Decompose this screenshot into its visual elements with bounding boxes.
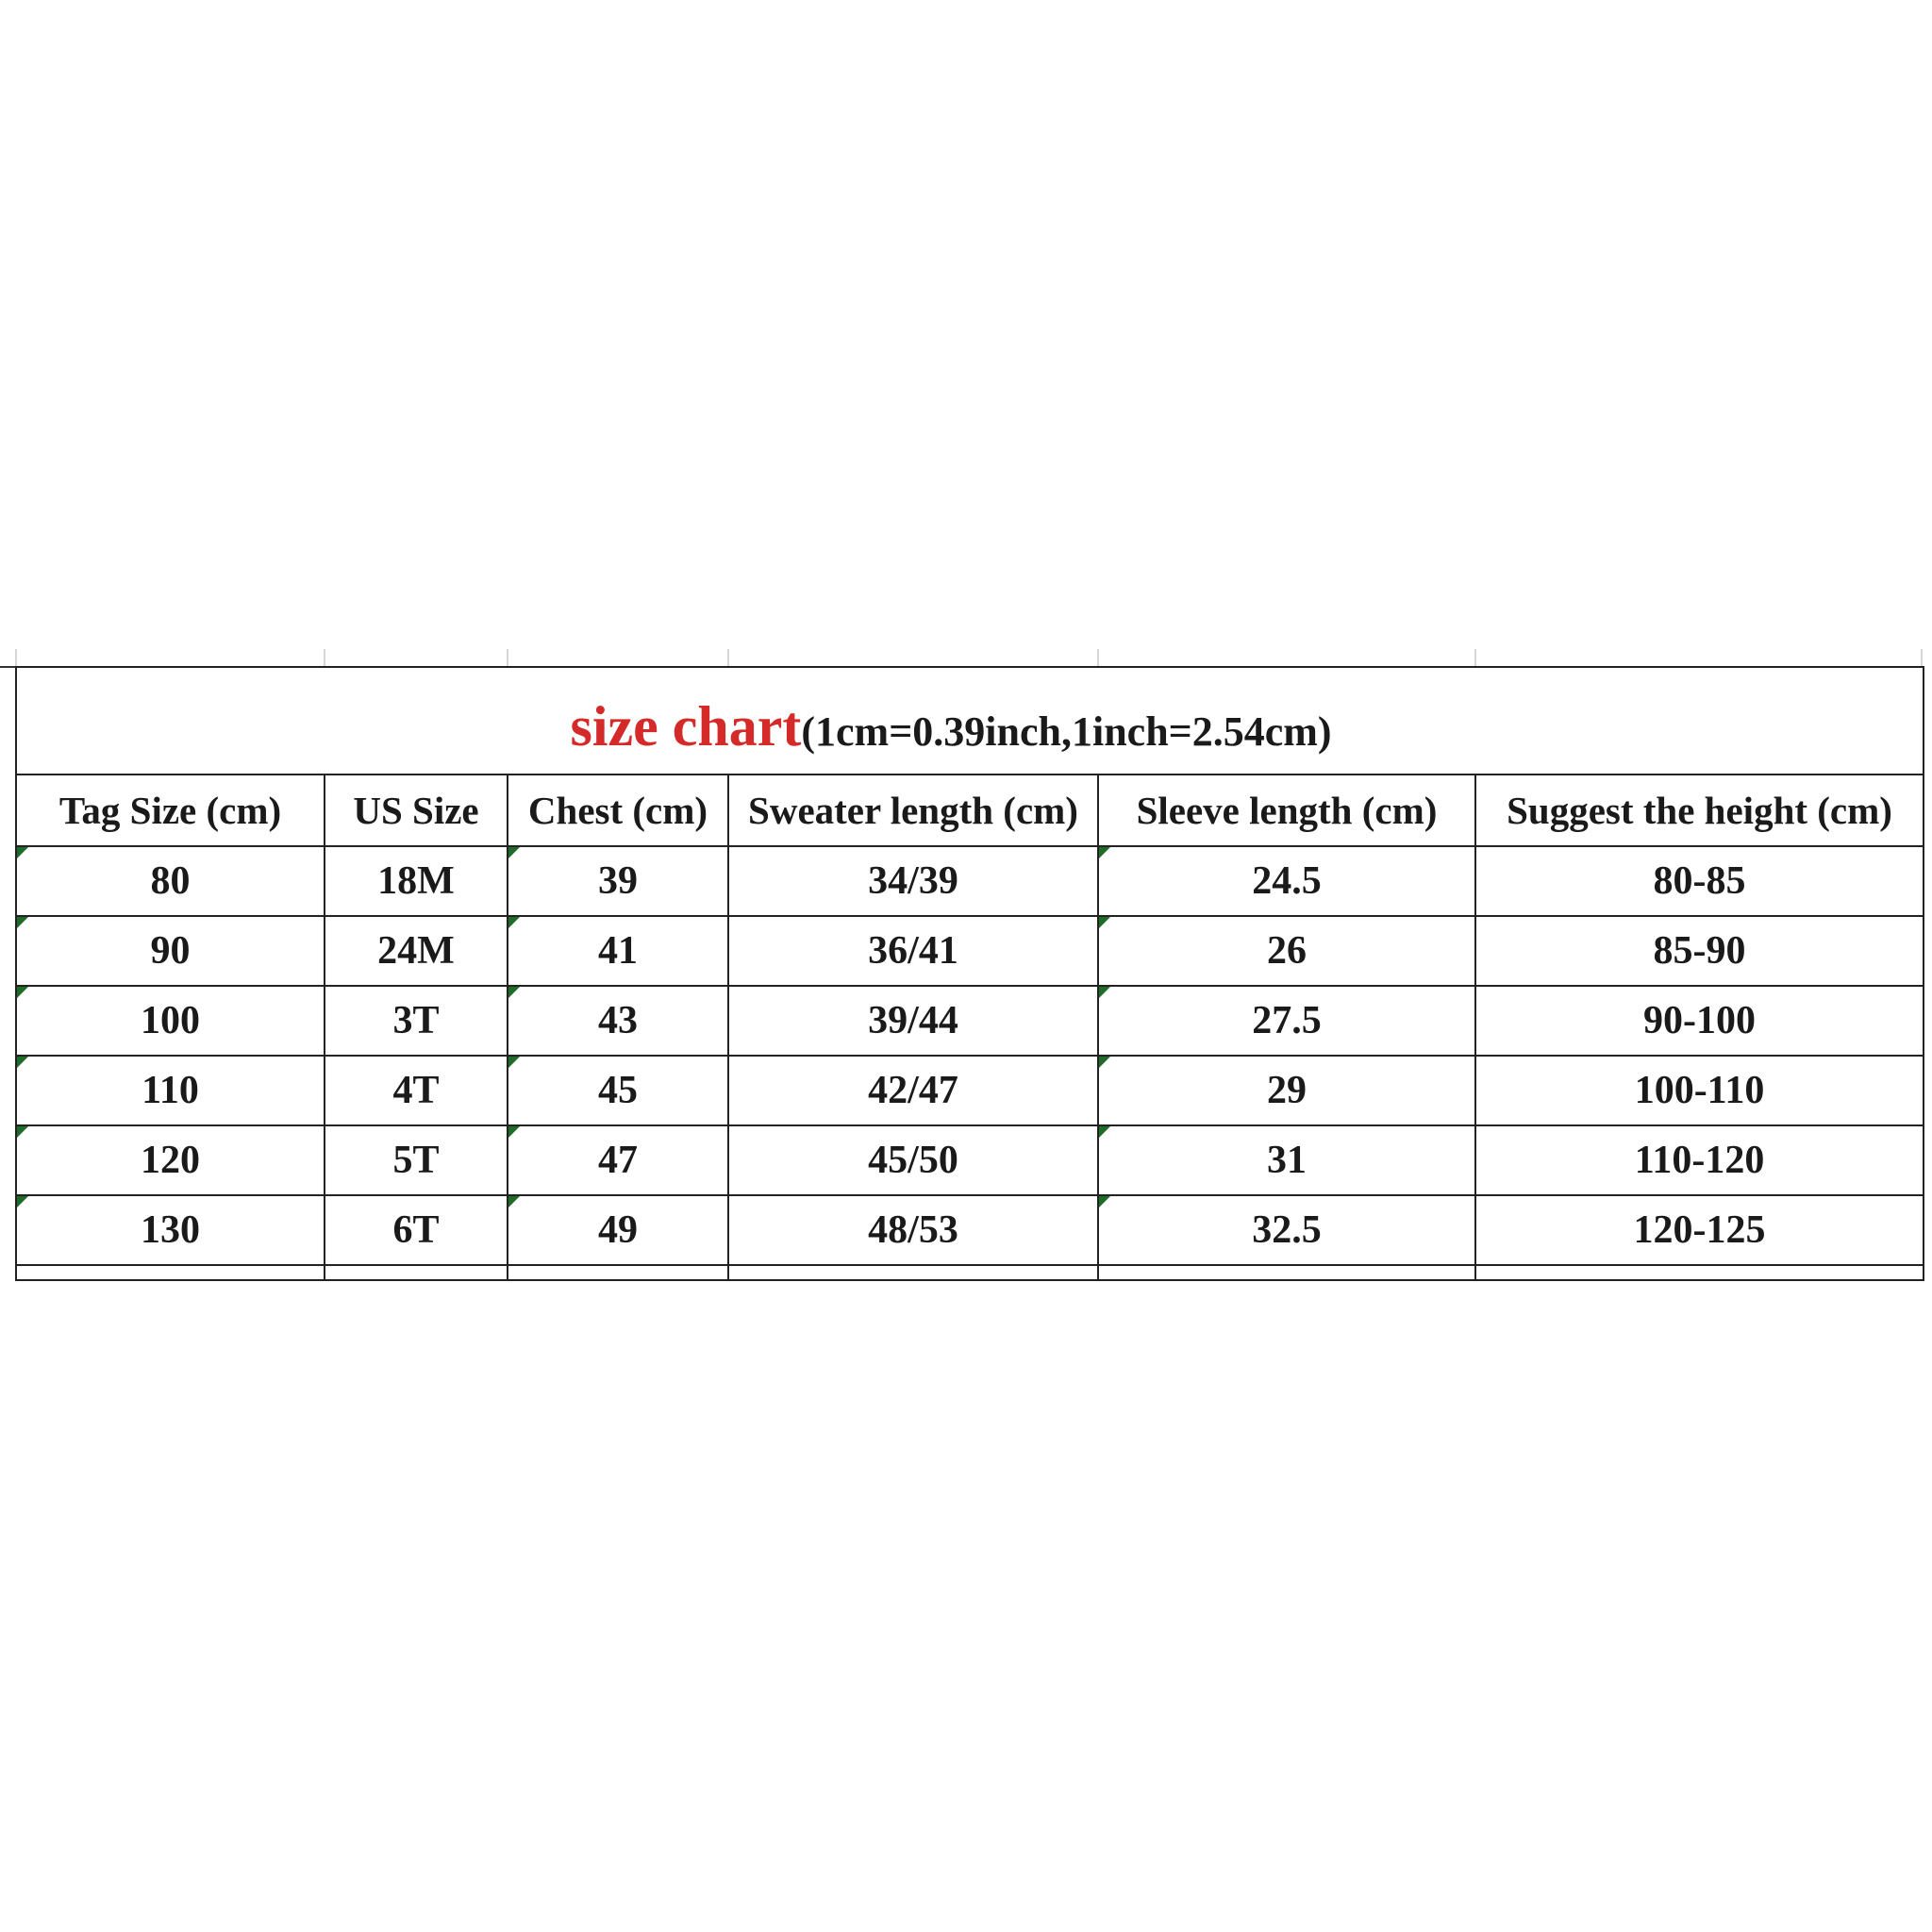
- cell-suggest-height: 110-120: [1475, 1125, 1924, 1195]
- cell-tag-size: 80: [16, 846, 325, 916]
- gridline: [324, 649, 325, 666]
- gridline: [1921, 649, 1923, 666]
- table-row: [16, 1125, 1924, 1195]
- header-sweater-length: Sweater length (cm): [728, 774, 1098, 846]
- cell-suggest-height: 120-125: [1475, 1195, 1924, 1265]
- cell-tag-size: 130: [16, 1195, 325, 1265]
- cell-suggest-height: 90-100: [1475, 986, 1924, 1056]
- cell-sleeve-length: 31: [1098, 1125, 1475, 1195]
- cell-suggest-height: 80-85: [1475, 846, 1924, 916]
- cell-sweater-length: 34/39: [728, 846, 1098, 916]
- cell-tag-size: 90: [16, 916, 325, 986]
- cell-us-size: 5T: [325, 1125, 508, 1195]
- cell-sleeve-length: 27.5: [1098, 986, 1475, 1056]
- header-us-size: US Size: [325, 774, 508, 846]
- gridline: [15, 649, 17, 666]
- header-suggest-height: Suggest the height (cm): [1475, 774, 1924, 846]
- empty-cell: [16, 1265, 325, 1280]
- cell-sleeve-length: 32.5: [1098, 1195, 1475, 1265]
- chart-title: [570, 694, 1331, 759]
- table-row: [16, 1056, 1924, 1125]
- table-row: [16, 986, 1924, 1056]
- cell-suggest-height: 85-90: [1475, 916, 1924, 986]
- spreadsheet-gridline-remnants: [15, 649, 1921, 666]
- empty-cell: [325, 1265, 508, 1280]
- header-chest: Chest (cm): [508, 774, 728, 846]
- title-row: [16, 667, 1924, 774]
- cell-sweater-length: 48/53: [728, 1195, 1098, 1265]
- gridline: [507, 649, 508, 666]
- cell-tag-size: 100: [16, 986, 325, 1056]
- empty-cell: [1098, 1265, 1475, 1280]
- cell-us-size: 24M: [325, 916, 508, 986]
- cell-us-size: 4T: [325, 1056, 508, 1125]
- cell-sleeve-length: 29: [1098, 1056, 1475, 1125]
- cell-sleeve-length: 24.5: [1098, 846, 1475, 916]
- empty-cell: [728, 1265, 1098, 1280]
- header-tag-size: Tag Size (cm): [16, 774, 325, 846]
- header-sleeve-length: Sleeve length (cm): [1098, 774, 1475, 846]
- cell-chest: 45: [508, 1056, 728, 1125]
- empty-cell: [508, 1265, 728, 1280]
- gridline: [1097, 649, 1099, 666]
- cell-us-size: 18M: [325, 846, 508, 916]
- cell-us-size: 6T: [325, 1195, 508, 1265]
- table-row: [16, 846, 1924, 916]
- title-cell: [16, 667, 1924, 774]
- cell-sweater-length: 36/41: [728, 916, 1098, 986]
- cell-chest: 47: [508, 1125, 728, 1195]
- cell-sleeve-length: 26: [1098, 916, 1475, 986]
- gridline: [1474, 649, 1476, 666]
- empty-cell: [1475, 1265, 1924, 1280]
- cell-sweater-length: 39/44: [728, 986, 1098, 1056]
- row-divider-tick: [0, 666, 15, 668]
- cell-chest: 49: [508, 1195, 728, 1265]
- gridline: [727, 649, 729, 666]
- size-chart-table: [15, 666, 1924, 1281]
- table-row: [16, 916, 1924, 986]
- cell-sweater-length: 42/47: [728, 1056, 1098, 1125]
- header-row: [16, 774, 1924, 846]
- cell-chest: 39: [508, 846, 728, 916]
- cell-tag-size: 120: [16, 1125, 325, 1195]
- cell-chest: 41: [508, 916, 728, 986]
- table-row: [16, 1195, 1924, 1265]
- title-conversion-note: (1cm=0.39inch,1inch=2.54cm): [801, 708, 1332, 755]
- title-main: size chart: [570, 694, 802, 758]
- cell-suggest-height: 100-110: [1475, 1056, 1924, 1125]
- cell-us-size: 3T: [325, 986, 508, 1056]
- cell-sweater-length: 45/50: [728, 1125, 1098, 1195]
- cut-off-row: [16, 1265, 1924, 1280]
- cell-tag-size: 110: [16, 1056, 325, 1125]
- cell-chest: 43: [508, 986, 728, 1056]
